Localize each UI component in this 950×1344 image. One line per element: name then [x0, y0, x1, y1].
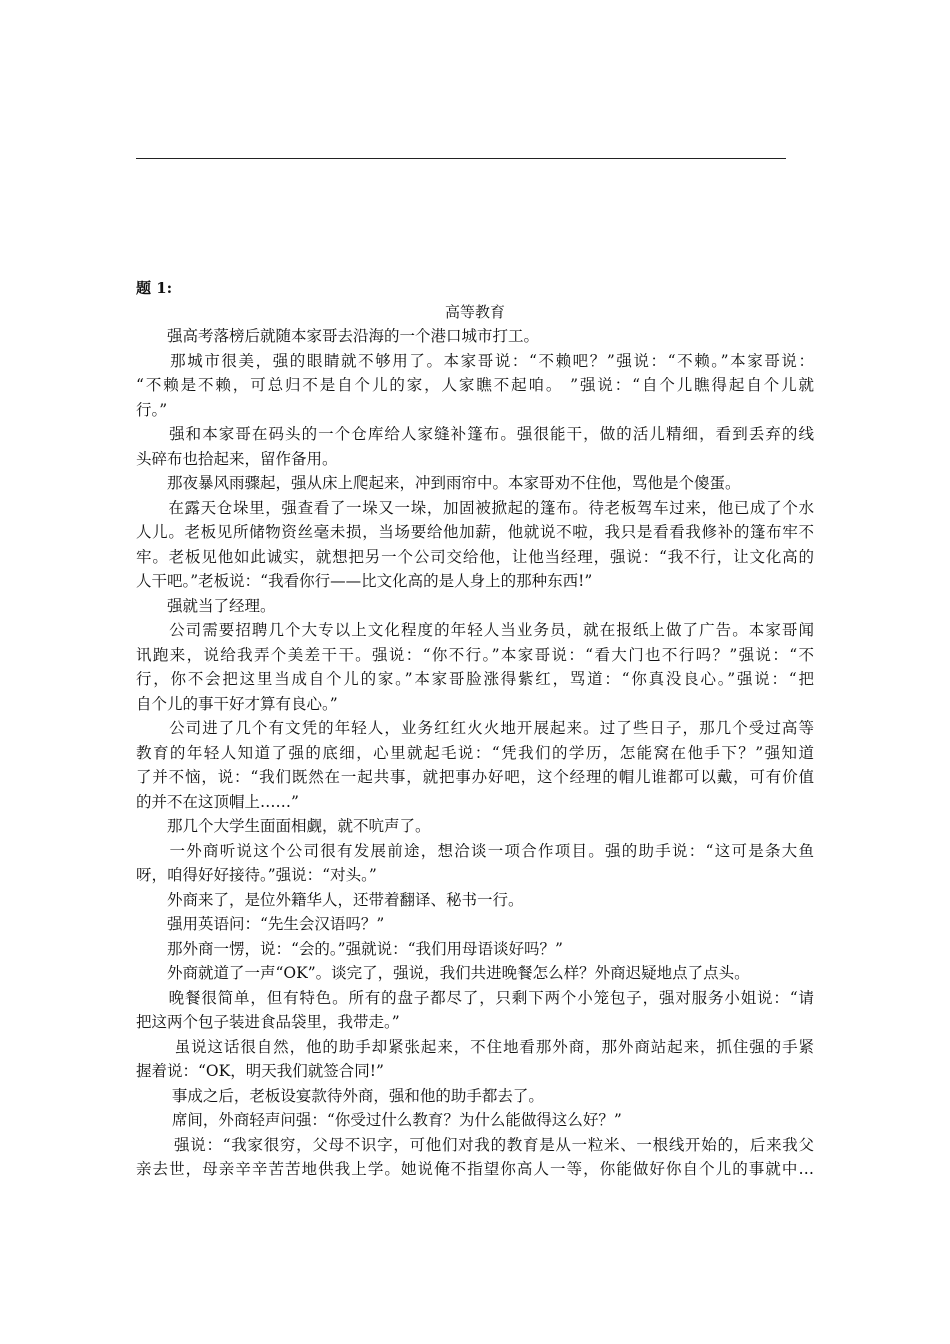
header-rule	[136, 158, 786, 159]
paragraph-line: 公司进了几个有文凭的年轻人，业务红红火火地开展起来。过了些日子，那几个受过高等	[136, 719, 814, 737]
paragraph-line: 席间，外商轻声问强：“你受过什么教育？为什么能做得这么好？”	[136, 1111, 622, 1129]
paragraph-line: 亲去世，母亲辛辛苦苦地供我上学。她说俺不指望你高人一等，你能做好你自个儿的事就中…	[136, 1160, 814, 1178]
paragraph-line: 外商就道了一声“OK”。谈完了，强说，我们共进晚餐怎么样？外商迟疑地点了点头。	[136, 964, 750, 982]
paragraph-line: 牢。老板见他如此诚实，就想把另一个公司交给他，让他当经理，强说：“我不行，让文化高的	[136, 547, 814, 566]
paragraph-line: 那城市很美，强的眼睛就不够用了。本家哥说：“不赖吧？”强说：“不赖。”本家哥说：	[136, 351, 814, 370]
paragraph-line: 呀，咱得好好接待。”强说：“对头。”	[136, 866, 377, 884]
paragraph-line: 行。”	[136, 400, 168, 419]
paragraph-line: 外商来了，是位外籍华人，还带着翻译、秘书一行。	[136, 890, 524, 909]
paragraph-line: 那几个大学生面面相觑，就不吭声了。	[136, 817, 431, 835]
paragraph-line: 强高考落榜后就随本家哥去沿海的一个港口城市打工。	[136, 327, 540, 345]
paragraph-line: 人干吧。”老板说：“我看你行——比文化高的是人身上的那种东西!”	[136, 572, 593, 590]
paragraph-line: 在露天仓垛里，强查看了一垛又一垛，加固被掀起的篷布。待老板驾车过来，他已成了个水	[136, 498, 814, 517]
paragraph-line: 晚餐很简单，但有特色。所有的盘子都尽了，只剩下两个小笼包子，强对服务小姐说：“请	[136, 988, 814, 1007]
paragraph-line: 那外商一愣，说：“会的。”强就说：“我们用母语谈好吗？”	[136, 939, 563, 958]
paragraph-line: 教育的年轻人知道了强的底细，心里就起毛说：“凭我们的学历，怎能窝在他手下？”强知道	[136, 743, 814, 762]
paragraph-line: 强和本家哥在码头的一个仓库给人家缝补篷布。强很能干，做的活儿精细，看到丢弃的线	[136, 425, 814, 443]
paragraph-line: 行，你不会把这里当成自个儿的家。”本家哥脸涨得紫红，骂道：“你真没良心。”强说：“把	[136, 670, 814, 688]
paragraph-line: 强说：“我家很穷，父母不识字，可他们对我的教育是从一粒米、一根线开始的，后来我父	[136, 1135, 814, 1154]
paragraph-line: 的并不在这顶帽上……”	[136, 792, 299, 811]
paragraph-line: 握着说：“OK，明天我们就签合同!”	[136, 1062, 384, 1080]
paragraph-line: 把这两个包子装进食品袋里，我带走。”	[136, 1013, 400, 1031]
paragraph-line: 人儿。老板见所储物资丝毫未损，当场要给他加薪，他就说不啦，我只是看看我修补的篷布牢不	[136, 523, 814, 541]
paragraph-line: 强就当了经理。	[136, 596, 276, 615]
paragraph-line: 事成之后，老板设宴款待外商，强和他的助手都去了。	[136, 1086, 544, 1105]
paragraph-line: 虽说这话很自然，他的助手却紧张起来，不住地看那外商，那外商站起来，抓住强的手紧	[136, 1037, 814, 1056]
paragraph-line: 公司需要招聘几个大专以上文化程度的年轻人当业务员，就在报纸上做了广告。本家哥闻	[136, 621, 814, 639]
paragraph-line: 自个儿的事干好才算有良心。”	[136, 694, 338, 713]
paragraph-line: 头碎布也拾起来，留作备用。	[136, 449, 338, 468]
article-title: 高等教育	[444, 303, 505, 321]
paragraph-line: 强用英语问：“先生会汉语吗？”	[136, 915, 385, 933]
paragraph-line: “不赖是不赖，可总归不是自个儿的家，人家瞧不起咱。 ”强说：“自个儿瞧得起自个儿就	[136, 376, 814, 394]
paragraph-line: 一外商听说这个公司很有发展前途，想洽谈一项合作项目。强的助手说：“这可是条大鱼	[136, 841, 814, 860]
paragraph-line: 了并不恼，说：“我们既然在一起共事，就把事办好吧，这个经理的帽儿谁都可以戴，可有价值	[136, 768, 814, 786]
paragraph-line: 那夜暴风雨骤起，强从床上爬起来，冲到雨帘中。本家哥劝不住他，骂他是个傻蛋。	[136, 474, 741, 492]
paragraph-line: 讯跑来，说给我弄个美差干干。强说：“你不行。”本家哥说：“看大门也不行吗？”强说：“不	[136, 645, 814, 664]
question-label: 题 1:	[136, 279, 173, 297]
